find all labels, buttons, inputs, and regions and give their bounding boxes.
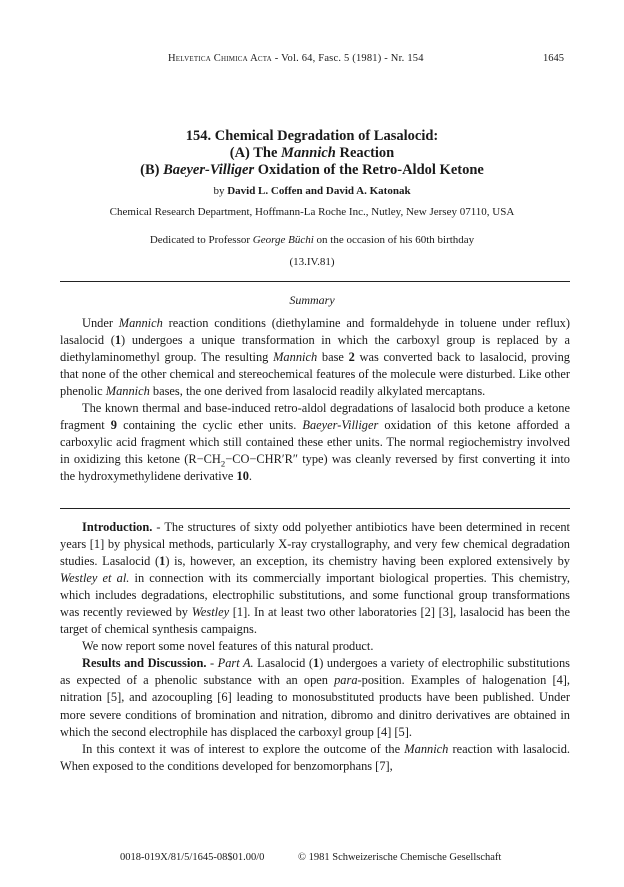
- text-run: Results and Discussion.: [82, 656, 207, 671]
- text-run: 1: [159, 554, 166, 569]
- text-run: Westley: [191, 605, 230, 620]
- text-run: ) undergoes a variety of electrophilic substitutions as expected of a phenolic substance with an open: [60, 656, 570, 688]
- text-run: in connection with its commercially important biological properties. This chemistry, which includes degradations, electrophilic substitutions, and some functional group transformations was recently reviewed by: [60, 571, 570, 620]
- text-run: 9: [110, 418, 117, 433]
- text-run: -position. Examples of halogenation [4], nitration [5], and azocoupling [6] leading to monosubstituted products have been published. Under more severe conditions of bromination and nitration, dibromo and dinitro derivatives are obtained in which the second electrophile has displaced the carboxyl group [4] [5].: [60, 673, 570, 739]
- title-line-1: 154. Chemical Degradation of Lasalocid:: [185, 128, 439, 144]
- text-run: [1]. In at least two other laboratories [2] [3], lasalocid has been the target of chemical synthesis campaigns.: [60, 605, 570, 637]
- dedication: Dedicated to Professor George Büchi on the occasion of his 60th birthday: [149, 234, 475, 246]
- body-paragraph: [60, 741, 570, 775]
- body-paragraph: [60, 638, 570, 655]
- text-run: ) is, however, an exception, its chemistry having been explored extensively by: [165, 554, 570, 569]
- body-paragraph: [60, 655, 570, 740]
- text-run: Introduction.: [82, 520, 153, 534]
- summary-heading: Summary: [289, 293, 335, 307]
- text-run: Mannich: [105, 384, 150, 399]
- text-run: - The structures of sixty odd polyether antibiotics have been determined in recent years [1] by physical methods, particularly X-ray crystallography, and very few chemical degradation studies. Lasalocid (: [60, 520, 570, 569]
- text-run: 10: [236, 469, 249, 484]
- text-run: 1: [313, 656, 320, 671]
- text-run: In this context it was of interest to explore the outcome of the: [82, 741, 405, 756]
- text-run: The known thermal and base-induced retro-aldol degradations of lasalocid both produce a ketone fragment: [60, 401, 570, 433]
- journal-volume-info: - Vol. 64, Fasc. 5 (1981) - Nr. 154: [271, 53, 424, 64]
- text-run: ) undergoes a unique transformation in which the carboxyl group is replaced by a diethylaminomethyl group. The resulting: [60, 333, 570, 365]
- divider-top: [60, 281, 570, 282]
- article-code: 0018-019X/81/5/1645-08$01.00/0: [120, 852, 265, 863]
- text-run: Under: [82, 316, 119, 330]
- text-run: para: [334, 673, 358, 688]
- text-run: was converted back to lasalocid, proving that none of the other chemical and stereochemical features of the molecule were disturbed. Like other phenolic: [60, 350, 570, 399]
- text-run: −CO−CHR′R″ type) was cleanly reversed by first converting it into the hydroxymethylidene derivative: [60, 452, 570, 484]
- text-run: containing the cyclic ether units.: [117, 418, 303, 433]
- article-title: [60, 128, 564, 179]
- running-header: [60, 53, 564, 67]
- text-run: 2: [348, 350, 355, 365]
- title-line-2: (A) The Mannich Reaction: [229, 145, 395, 161]
- received-date: (13.IV.81): [289, 256, 335, 268]
- text-run: Baeyer-Villiger: [302, 418, 379, 433]
- text-run: Part A.: [217, 656, 254, 671]
- text-run: oxidation of this ketone afforded a carboxylic acid fragment which still contained these ether units. The normal regiochemistry involved in oxidizing this ketone (R−CH: [60, 418, 570, 467]
- text-run: Lasalocid (: [253, 656, 313, 671]
- author-line: by David L. Coffen and David A. Katonak: [213, 185, 411, 197]
- title-line-3: (B) Baeyer-Villiger Oxidation of the Retro-Aldol Ketone: [140, 162, 484, 178]
- text-run: reaction conditions (diethylamine and formaldehyde in toluene under reflux) lasalocid (: [60, 316, 571, 348]
- author-names: David L. Coffen and David A. Katonak: [227, 185, 411, 197]
- summary-paragraph: [60, 315, 570, 400]
- divider-bottom: [60, 508, 570, 509]
- text-run: reaction with lasalocid. When exposed to the conditions developed for benzomorphans [7],: [60, 741, 571, 773]
- copyright-notice: © 1981 Schweizerische Chemische Gesellschaft: [298, 852, 502, 863]
- text-run: 2: [220, 458, 226, 469]
- text-run: bases, the one derived from lasalocid readily alkylated mercaptans.: [149, 384, 486, 399]
- dedicatee-name: George Büchi: [252, 234, 314, 246]
- journal-citation: [168, 53, 424, 64]
- text-run: 1: [114, 333, 122, 348]
- text-run: -: [206, 656, 218, 671]
- text-run: We now report some novel features of this natural product.: [82, 639, 374, 654]
- article-body: [60, 519, 570, 775]
- page-number: 1645: [543, 53, 564, 64]
- text-run: Mannich: [404, 741, 449, 756]
- text-run: Mannich: [273, 350, 318, 365]
- text-run: base: [317, 350, 349, 365]
- body-paragraph: [60, 519, 570, 638]
- affiliation: Chemical Research Department, Hoffmann-La Roche Inc., Nutley, New Jersey 07110, USA: [109, 206, 515, 218]
- text-run: Mannich: [118, 316, 163, 330]
- summary-paragraph: [60, 400, 570, 485]
- summary-section: [60, 315, 570, 485]
- text-run: .: [248, 469, 253, 484]
- journal-name: Helvetica Chimica Acta: [168, 53, 272, 64]
- text-run: Westley et al.: [60, 571, 130, 586]
